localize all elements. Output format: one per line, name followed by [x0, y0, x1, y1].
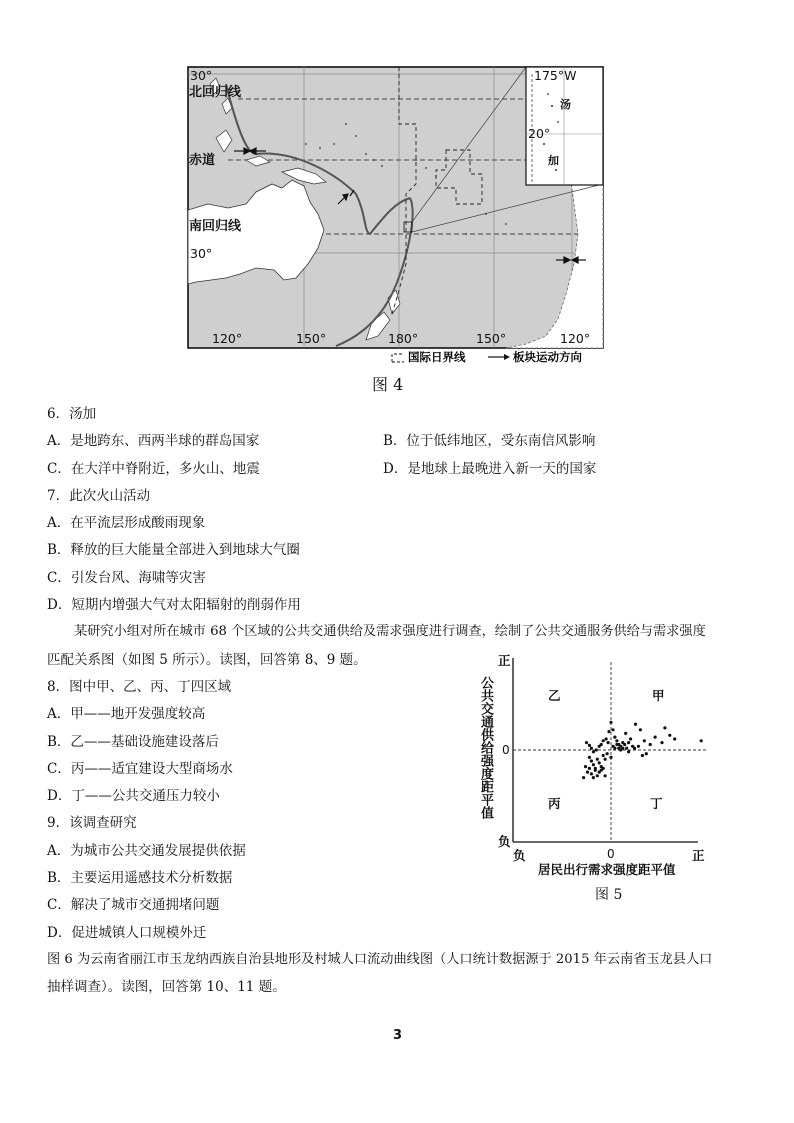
- scatter-point: [594, 769, 597, 772]
- inset-lon-label: 175°W: [534, 68, 577, 83]
- legend-dateline-label: 国际日界线: [408, 350, 466, 364]
- y-pos-label: 正: [498, 653, 511, 668]
- q9-option-c: C．解决了城市交通拥堵问题: [47, 897, 220, 913]
- scatter-point: [582, 776, 585, 779]
- x-pos-label: 正: [692, 848, 705, 863]
- inset-lat-label: 20°: [528, 126, 551, 141]
- scatter-point: [663, 726, 666, 729]
- tick-150e: 150°: [296, 331, 327, 346]
- scatter-point: [596, 758, 599, 761]
- q9-option-d: D．促进城镇人口规模外迁: [47, 925, 207, 941]
- scatter-point: [621, 747, 624, 750]
- figure4-caption: 图 4: [372, 375, 404, 394]
- figure5-caption: 图 5: [595, 887, 623, 903]
- scatter-point: [627, 741, 630, 744]
- scatter-point: [668, 734, 671, 737]
- scatter-point: [643, 739, 646, 742]
- tick-180: 180°: [388, 331, 419, 346]
- page-number: 3: [393, 1028, 403, 1043]
- scatter-point: [615, 739, 618, 742]
- x-neg-label: 负: [513, 848, 526, 863]
- scatter-point: [590, 772, 593, 775]
- q7-option-b: B．释放的巨大能量全部进入到地球大气圈: [47, 542, 300, 558]
- scatter-point: [700, 739, 703, 742]
- scatter-point: [592, 750, 595, 753]
- scatter-point: [588, 767, 591, 770]
- scatter-point: [584, 765, 587, 768]
- scatter-point: [598, 761, 601, 764]
- quadrant-ding-label: 丁: [650, 796, 663, 811]
- scatter-point: [602, 767, 605, 770]
- equator-label: 赤道: [189, 153, 216, 168]
- q6-stem: 6．汤加: [47, 406, 97, 422]
- scatter-point: [613, 747, 616, 750]
- lat-30s-label: 30°: [190, 246, 213, 261]
- scatter-point: [595, 748, 598, 751]
- q8-option-c: C．丙——适宜建设大型商场水: [47, 761, 233, 777]
- scatter-point: [645, 752, 648, 755]
- scatter-point: [588, 756, 591, 759]
- scatter-point: [604, 758, 607, 761]
- scatter-point: [585, 741, 588, 744]
- tick-120w: 120°: [560, 331, 591, 346]
- inset-jia-label: 加: [548, 154, 559, 167]
- x-axis-title: 居民出行需求强度距平值: [538, 862, 676, 877]
- scatter-point: [654, 736, 657, 739]
- scatter-point: [602, 754, 605, 757]
- quadrant-jia-label: 甲: [652, 688, 665, 703]
- scatter-point: [605, 737, 608, 740]
- scatter-point: [602, 739, 605, 742]
- scatter-point: [611, 728, 614, 731]
- scatter-point: [609, 721, 612, 724]
- x-zero-label: 0: [607, 847, 615, 861]
- scatter-point: [613, 736, 616, 739]
- q6-option-d: D．是地球上最晚进入新一天的国家: [383, 461, 597, 477]
- scatter-point: [592, 776, 595, 779]
- scatter-point: [606, 752, 609, 755]
- scatter-point: [596, 774, 599, 777]
- scatter-point: [625, 747, 628, 750]
- q6-option-c: C．在大洋中脊附近，多火山、地震: [47, 461, 260, 477]
- q6-option-a: A．是地跨东、西两半球的群岛国家: [47, 433, 260, 449]
- intro-8-9-line1: 某研究小组对所在城市 68 个区域的公共交通供给及需求强度进行调查，绘制了公共交通服务供给与需求强度: [74, 624, 706, 639]
- scatter-point: [637, 745, 640, 748]
- intro-8-9-line2: 匹配关系图（如图 5 所示）。读图，回答第 8、9 题。: [47, 652, 367, 668]
- scatter-point: [639, 728, 642, 731]
- scatter-point: [633, 747, 636, 750]
- intro-10-11-line1: 图 6 为云南省丽江市玉龙纳西族自治县地形及村城人口流动曲线图（人口统计数据源于 2015 年云南省玉龙县人口: [47, 952, 713, 967]
- q9-option-a: A．为城市公共交通发展提供依据: [47, 843, 246, 859]
- scatter-point: [673, 737, 676, 740]
- scatter-point: [634, 723, 637, 726]
- scatter-point: [586, 771, 589, 774]
- quadrant-bing-label: 丙: [548, 796, 561, 811]
- tick-150w: 150°: [476, 331, 507, 346]
- scatter-point: [607, 741, 610, 744]
- scatter-point: [590, 759, 593, 762]
- quadrant-yi-label: 乙: [548, 688, 561, 703]
- scatter-point: [604, 774, 607, 777]
- q7-option-d: D．短期内增强大气对太阳辐射的削弱作用: [47, 597, 301, 613]
- figure5-chart: [470, 648, 720, 880]
- figure4-map: [186, 64, 606, 364]
- scatter-point: [627, 750, 630, 753]
- scatter-point: [641, 754, 644, 757]
- legend-plate-label: 板块运动方向: [513, 350, 582, 364]
- q9-option-b: B．主要运用遥感技术分析数据: [47, 870, 233, 886]
- q8-option-a: A．甲——地开发强度较高: [47, 706, 206, 722]
- q8-option-d: D．丁——公共交通压力较小: [47, 788, 220, 804]
- scatter-point: [649, 743, 652, 746]
- scatter-point: [609, 756, 612, 759]
- scatter-point: [592, 763, 595, 766]
- q7-option-a: A．在平流层形成酸雨现象: [47, 515, 206, 531]
- y-neg-label: 负: [498, 834, 511, 849]
- y-axis-title: 公共交通供给强度距平值: [478, 676, 493, 819]
- tropic-of-cancer-label: 北回归线: [189, 85, 242, 100]
- q6-option-b: B．位于低纬地区，受东南信风影响: [383, 433, 596, 449]
- inset-tang-label: 汤: [560, 98, 571, 111]
- q8-option-b: B．乙——基础设施建设落后: [47, 734, 219, 750]
- q9-stem: 9．该调查研究: [47, 815, 137, 831]
- scatter-point: [615, 743, 618, 746]
- intro-10-11-line2: 抽样调查）。读图，回答第 10、11 题。: [47, 979, 286, 995]
- scatter-point: [629, 737, 632, 740]
- scatter-point: [623, 743, 626, 746]
- q7-stem: 7．此次火山活动: [47, 488, 151, 504]
- scatter-point: [624, 732, 627, 735]
- lat-30n-label: 30°: [190, 68, 213, 83]
- scatter-point: [588, 744, 591, 747]
- scatter-point: [607, 730, 610, 733]
- tick-120e: 120°: [212, 331, 243, 346]
- q8-stem: 8．图中甲、乙、丙、丁四区域: [47, 679, 232, 695]
- scatter-point: [600, 743, 603, 746]
- plate-arrow-icon: [488, 354, 510, 360]
- scatter-point: [590, 747, 593, 750]
- y-zero-label: 0: [502, 743, 510, 757]
- q7-option-c: C．引发台风、海啸等灾害: [47, 570, 206, 586]
- scatter-point: [660, 741, 663, 744]
- tropic-of-capricorn-label: 南回归线: [189, 219, 242, 234]
